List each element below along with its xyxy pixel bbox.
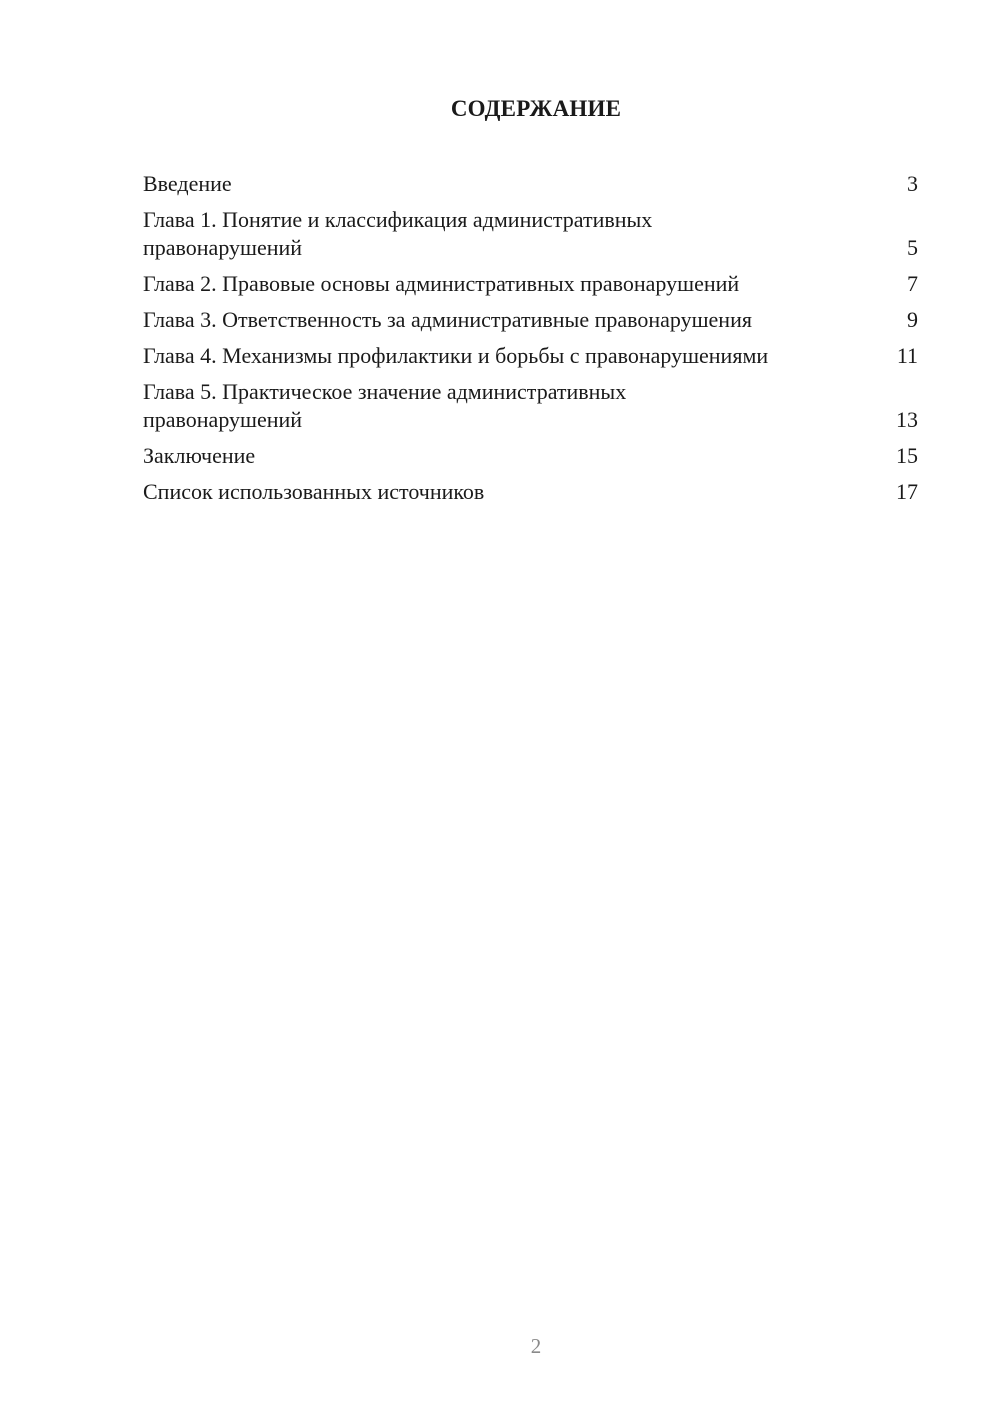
toc-entry-chapter-3 <box>143 306 918 334</box>
toc-entry-chapter-1 <box>143 206 918 262</box>
toc-entry-page: 3 <box>907 171 918 196</box>
page-title: СОДЕРЖАНИЕ <box>450 96 622 121</box>
toc-entry-chapter-2 <box>143 270 918 298</box>
toc-entry-page: 15 <box>896 443 918 468</box>
toc-entry-page: 13 <box>896 407 918 432</box>
toc-entry-title: Глава 2. Правовые основы административных правонарушений <box>143 271 740 296</box>
toc-entry-page: 9 <box>907 307 918 332</box>
toc-entry-chapter-5 <box>143 378 918 434</box>
toc-entry-page: 11 <box>896 343 918 368</box>
toc-entry-chapter-4 <box>143 342 918 370</box>
table-of-contents <box>143 170 918 514</box>
toc-entry-title: Заключение <box>143 443 256 468</box>
toc-entry-introduction <box>143 170 918 198</box>
toc-entry-page: 5 <box>907 235 918 260</box>
toc-entry-title: Введение <box>143 171 232 196</box>
toc-entry-page: 17 <box>896 479 918 504</box>
toc-entry-conclusion <box>143 442 918 470</box>
toc-entry-title: Список использованных источников <box>143 479 485 504</box>
toc-entry-title: Глава 5. Практическое значение административных правонарушений <box>143 379 627 432</box>
toc-entry-references <box>143 478 918 506</box>
toc-entry-title: Глава 1. Понятие и классификация административных правонарушений <box>143 207 653 260</box>
toc-entry-title: Глава 4. Механизмы профилактики и борьбы с правонарушениями <box>143 343 769 368</box>
page-number: 2 <box>530 1334 542 1358</box>
toc-entry-page: 7 <box>907 271 918 296</box>
toc-entry-title: Глава 3. Ответственность за административные правонарушения <box>143 307 752 332</box>
